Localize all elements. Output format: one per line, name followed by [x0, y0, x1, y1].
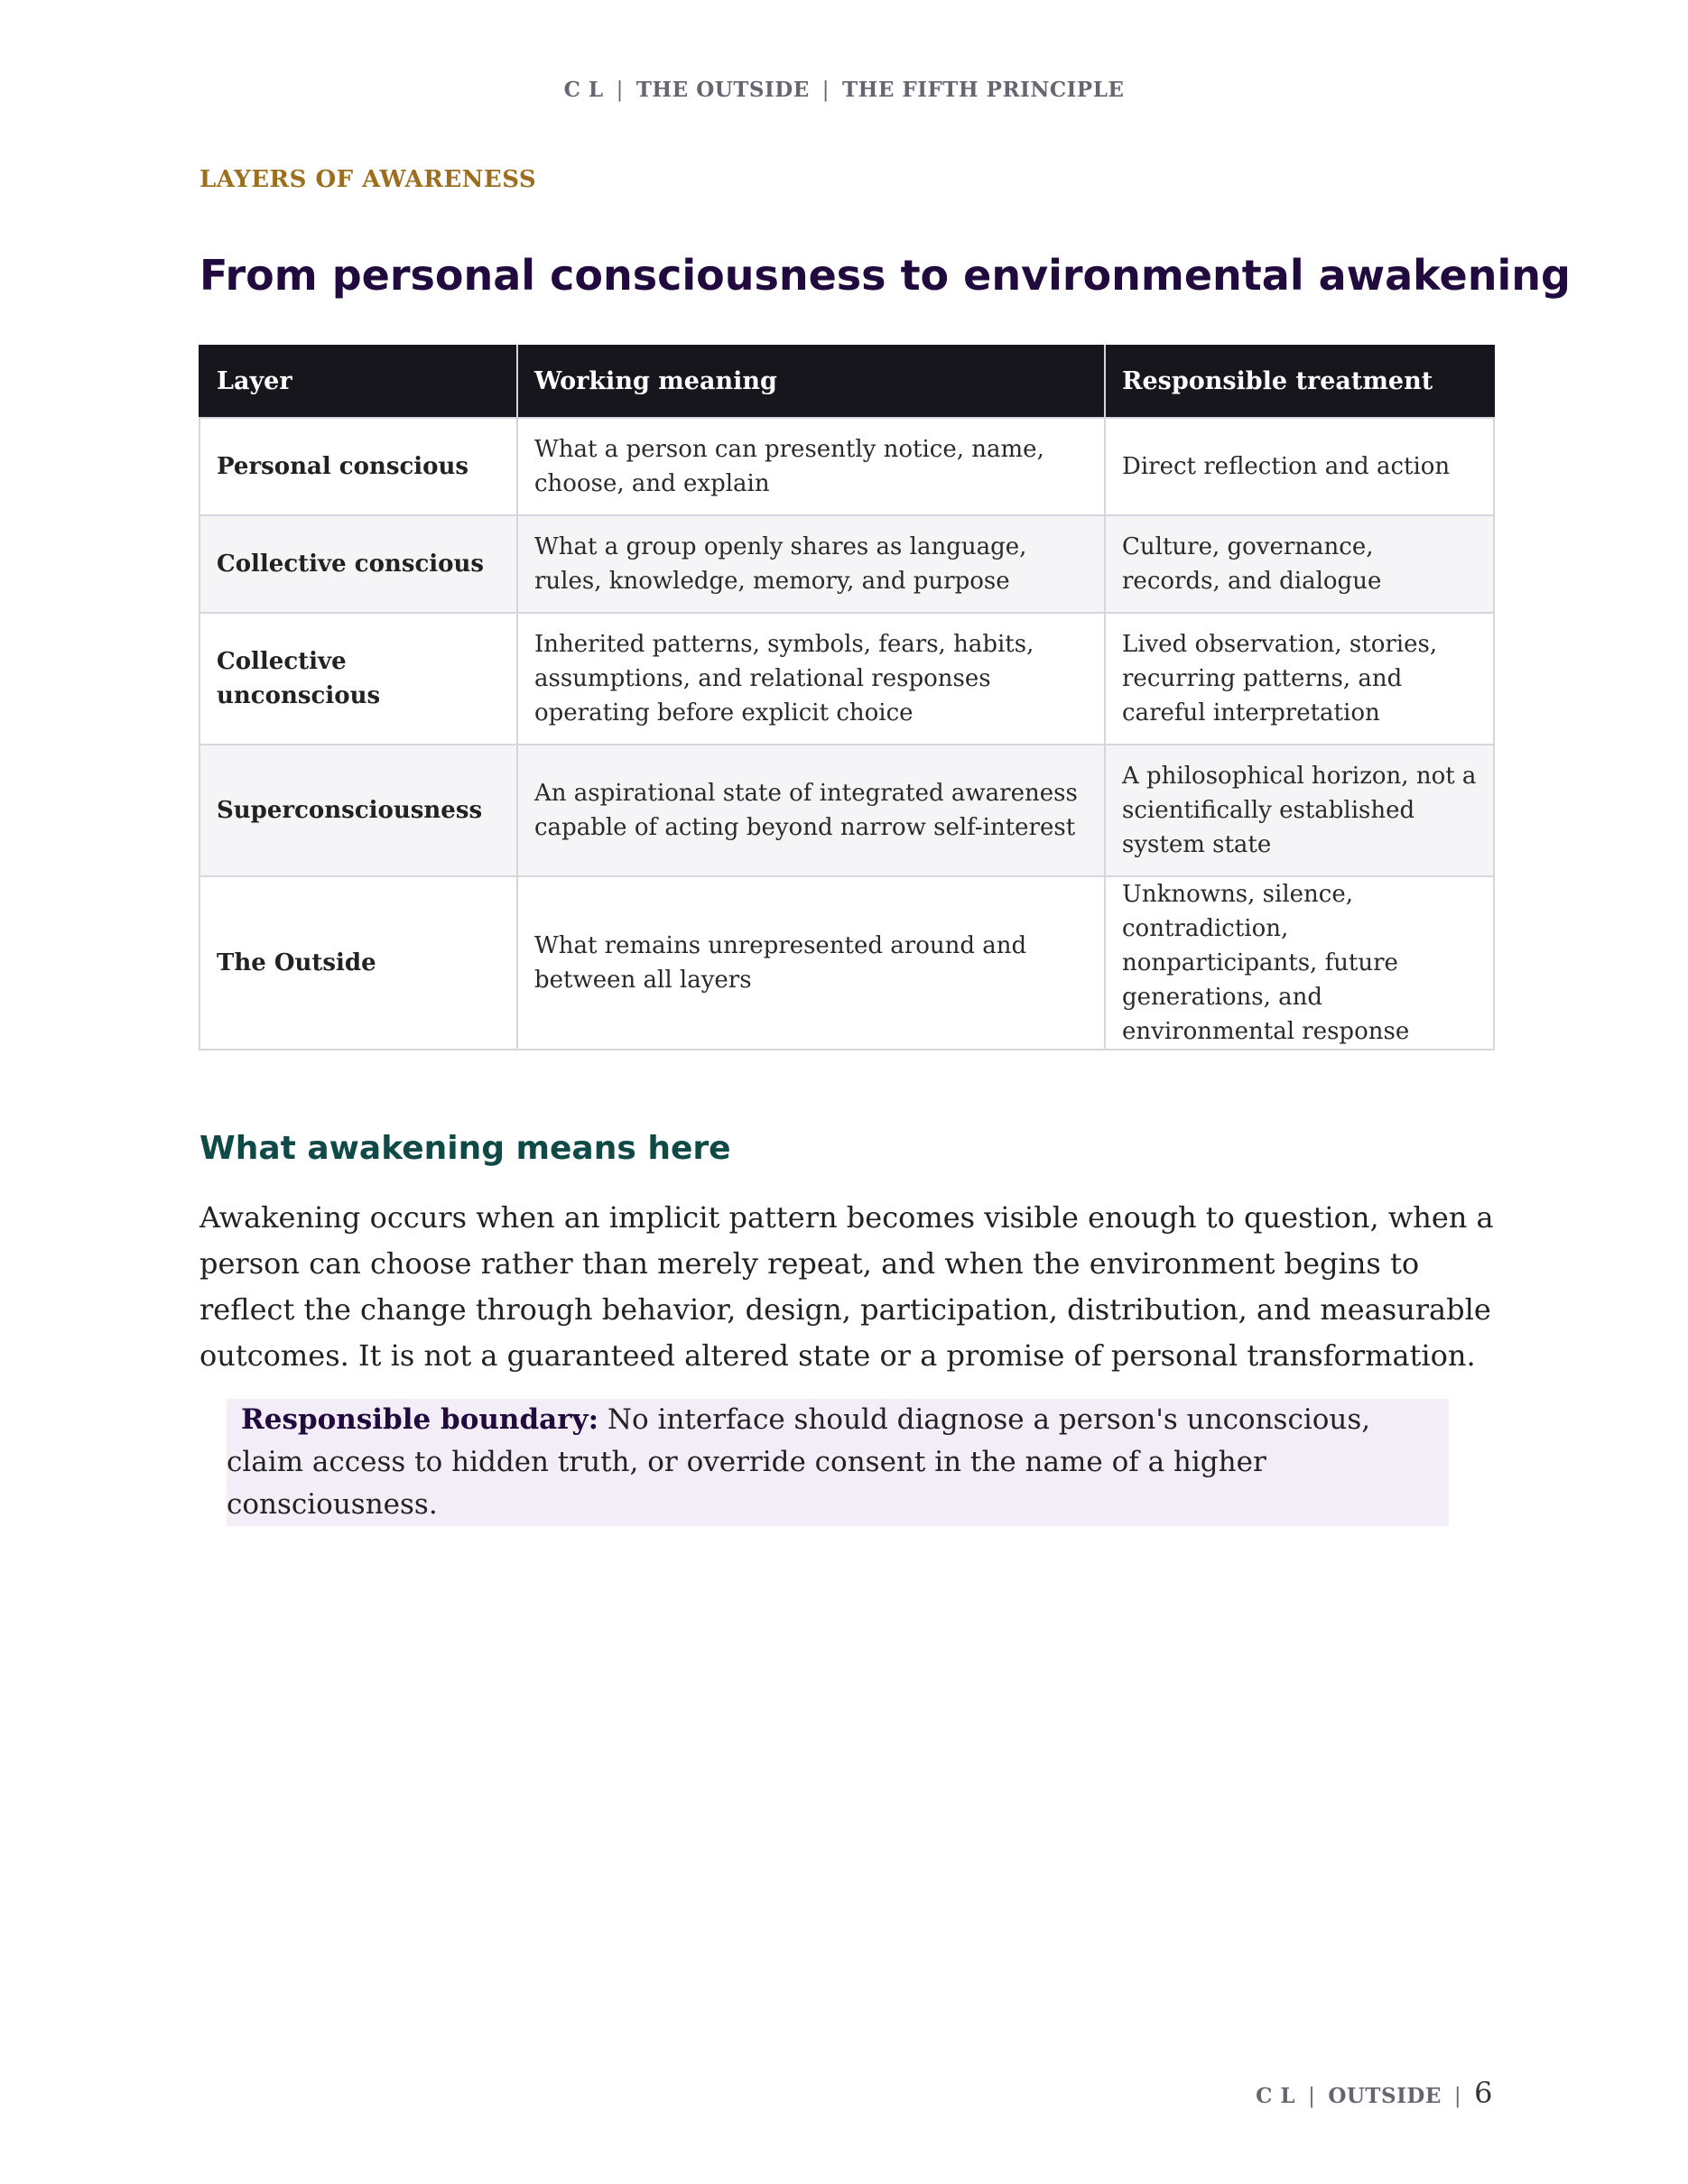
treatment-cell: Unknowns, silence, contradiction, nonparticipants, future generations, and environmental response [1105, 876, 1494, 1050]
treatment-cell: Lived observation, stories, recurring patterns, and careful interpretation [1105, 613, 1494, 745]
table-header-row [199, 346, 1494, 418]
table-row [199, 876, 1494, 1050]
meaning-cell: Inherited patterns, symbols, fears, habits, assumptions, and relational responses operating before explicit choice [517, 613, 1105, 745]
section-eyebrow: LAYERS OF AWARENESS [199, 166, 537, 193]
meaning-cell: What a person can presently notice, name, choose, and explain [517, 418, 1105, 515]
running-footer [1256, 2076, 1493, 2110]
footer-part-1: C L [1256, 2084, 1296, 2108]
responsible-boundary-callout [227, 1399, 1449, 1526]
footer-separator: | [1453, 2085, 1462, 2108]
layer-cell: The Outside [199, 876, 517, 1050]
layer-cell: Collective conscious [199, 515, 517, 613]
header-part-2: THE OUTSIDE [635, 78, 810, 102]
section-heading: What awakening means here [199, 1130, 731, 1167]
table-row [199, 745, 1494, 876]
treatment-cell: Culture, governance, records, and dialogue [1105, 515, 1494, 613]
header-separator: | [821, 79, 830, 102]
column-header-treatment: Responsible treatment [1105, 346, 1494, 418]
column-header-meaning: Working meaning [517, 346, 1105, 418]
layer-cell: Personal conscious [199, 418, 517, 515]
table-row [199, 613, 1494, 745]
layer-cell: Superconsciousness [199, 745, 517, 876]
header-part-3: THE FIFTH PRINCIPLE [842, 78, 1125, 102]
layer-cell: Collective unconscious [199, 613, 517, 745]
page-number: 6 [1474, 2076, 1493, 2110]
page-title: From personal consciousness to environmental awakening [199, 251, 1571, 300]
meaning-cell: What remains unrepresented around and between all layers [517, 876, 1105, 1050]
footer-separator: | [1308, 2085, 1316, 2108]
meaning-cell: What a group openly shares as language, rules, knowledge, memory, and purpose [517, 515, 1105, 613]
header-part-1: C L [563, 78, 604, 102]
table-row [199, 515, 1494, 613]
table-row [199, 418, 1494, 515]
layers-table [199, 345, 1495, 1050]
footer-part-2: OUTSIDE [1328, 2084, 1442, 2108]
column-header-layer: Layer [199, 346, 517, 418]
callout-label: Responsible boundary: [241, 1403, 599, 1436]
body-paragraph: Awakening occurs when an implicit pattern becomes visible enough to question, when a person can choose rather than merely repeat, and when the environment begins to reflect the change through behavior, design, participation, distribution, and measurable outcomes. It is not a guaranteed altered state or a promise of personal transformation. [199, 1200, 1494, 1373]
treatment-cell: Direct reflection and action [1105, 418, 1494, 515]
header-separator: | [616, 79, 624, 102]
treatment-cell: A philosophical horizon, not a scientifically established system state [1105, 745, 1494, 876]
meaning-cell: An aspirational state of integrated awareness capable of acting beyond narrow self-interest [517, 745, 1105, 876]
callout-text: No interface should diagnose a person's unconscious, claim access to hidden truth, or override consent in the name of a higher consciousness. [227, 1403, 1371, 1521]
running-header [0, 78, 1688, 102]
